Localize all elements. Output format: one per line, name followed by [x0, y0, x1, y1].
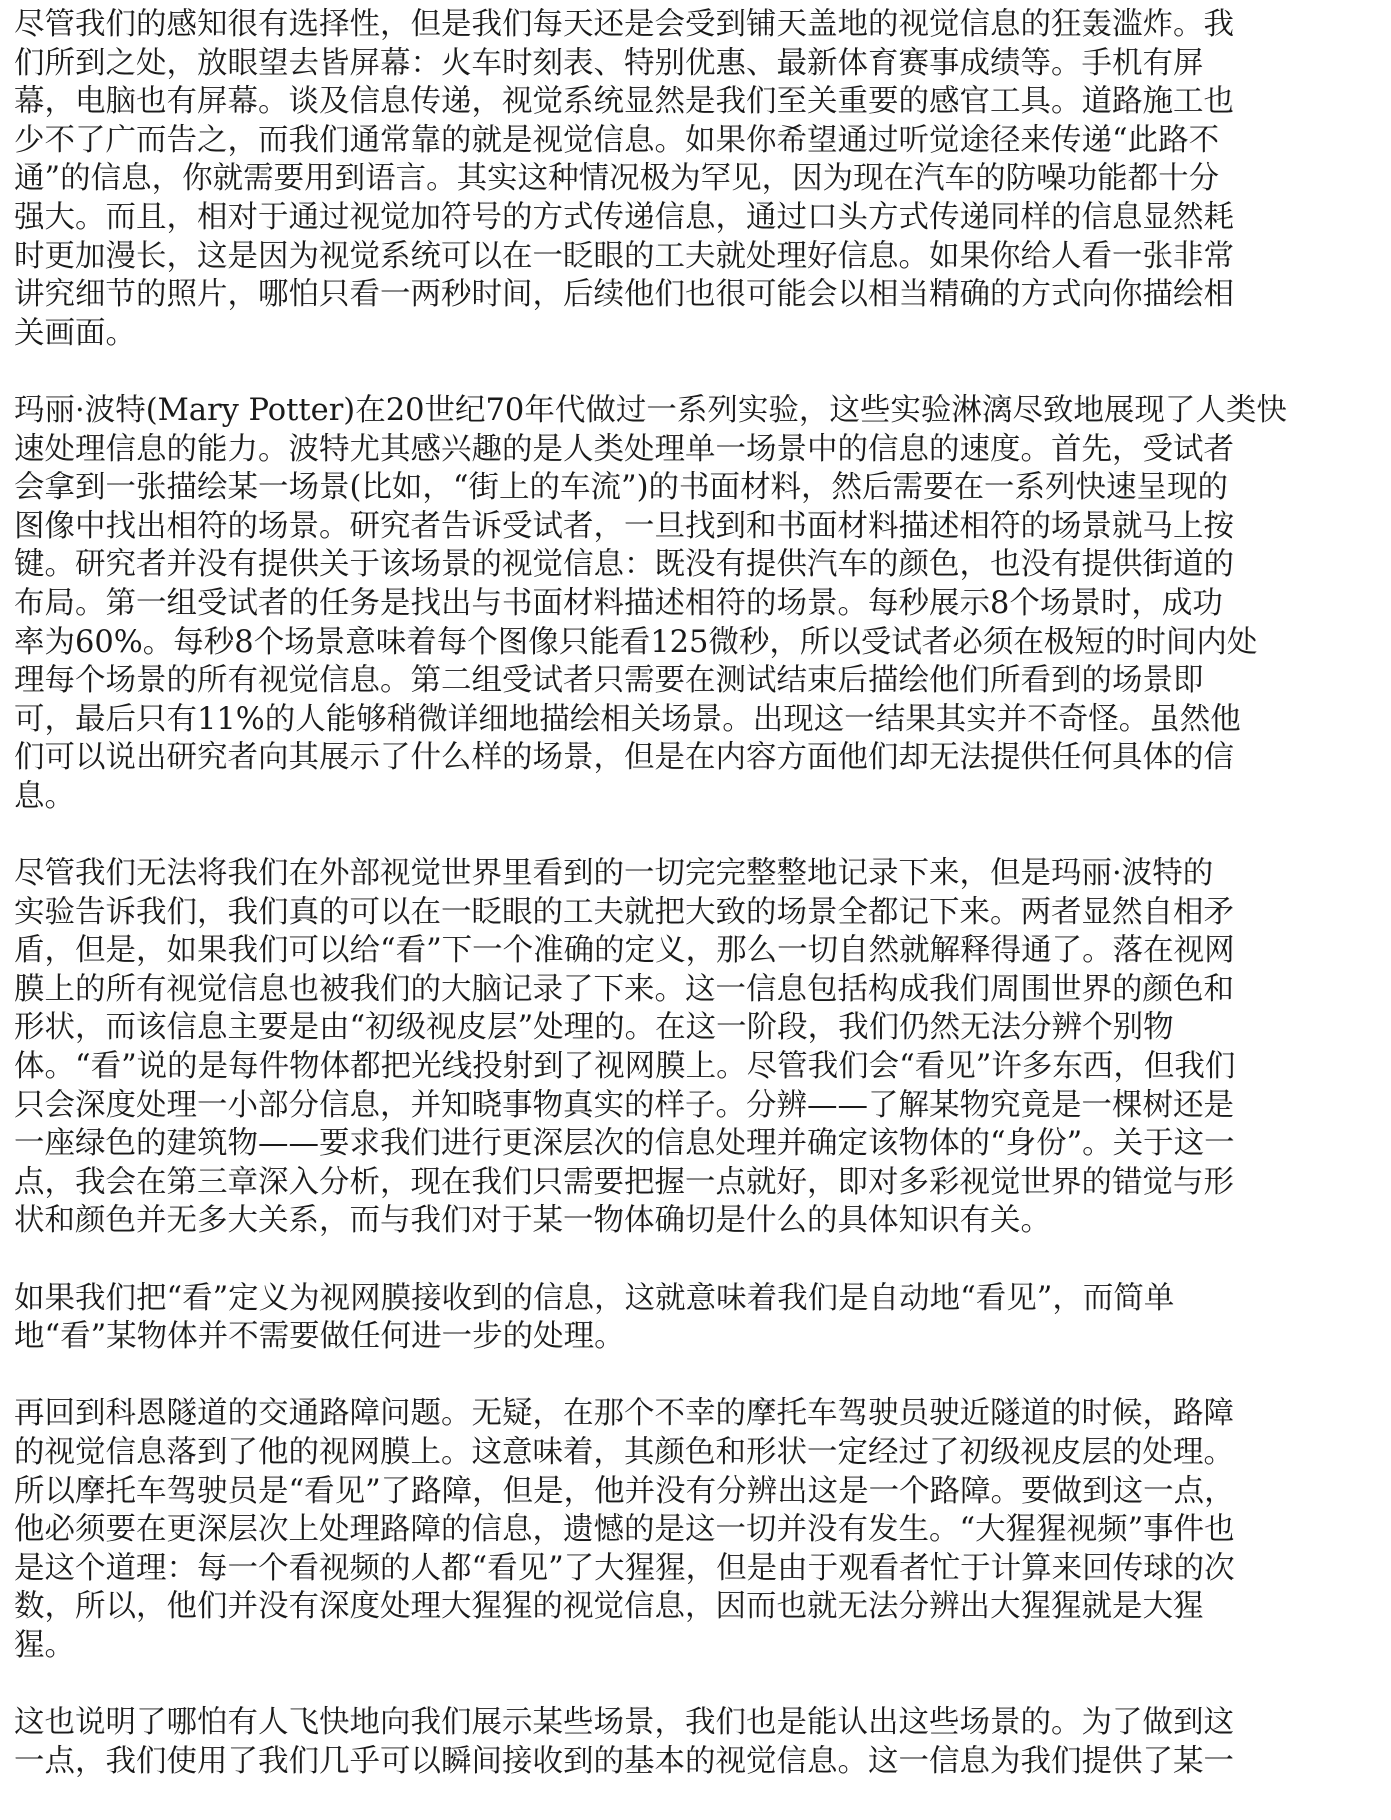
text-line: 猩。	[14, 1627, 75, 1663]
document-page	[14, 6, 1380, 1820]
text-line: 可，最后只有11%的人能够稍微详细地描绘相关场景。出现这一结果其实并不奇怪。虽然他	[14, 701, 1241, 737]
text-line: 实验告诉我们，我们真的可以在一眨眼的工夫就把大致的场景全都记下来。两者显然自相矛	[14, 894, 1234, 930]
paragraph-5	[14, 1395, 1380, 1665]
text-line: 一座绿色的建筑物——要求我们进行更深层次的信息处理并确定该物体的“身份”。关于这一	[14, 1126, 1235, 1162]
text-line: 的视觉信息落到了他的视网膜上。这意味着，其颜色和形状一定经过了初级视皮层的处理。	[14, 1434, 1234, 1470]
text-line: 点，我会在第三章深入分析，现在我们只需要把握一点就好，即对多彩视觉世界的错觉与形	[14, 1164, 1234, 1200]
text-line: 膜上的所有视觉信息也被我们的大脑记录了下来。这一信息包括构成我们周围世界的颜色和	[14, 971, 1234, 1007]
text-line: 这也说明了哪怕有人飞快地向我们展示某些场景，我们也是能认出这些场景的。为了做到这	[14, 1705, 1234, 1741]
paragraph-1	[14, 6, 1380, 353]
text-line: 地“看”某物体并不需要做任何进一步的处理。	[14, 1319, 625, 1355]
text-line: 一点，我们使用了我们几乎可以瞬间接收到的基本的视觉信息。这一信息为我们提供了某一	[14, 1743, 1234, 1779]
text-line: 如果我们把“看”定义为视网膜接收到的信息，这就意味着我们是自动地“看见”，而简单	[14, 1280, 1175, 1316]
text-line: 形状，而该信息主要是由“初级视皮层”处理的。在这一阶段，我们仍然无法分辨个别物	[14, 1010, 1174, 1046]
text-line: 关画面。	[14, 315, 136, 351]
text-line: 们所到之处，放眼望去皆屏幕：火车时刻表、特别优惠、最新体育赛事成绩等。手机有屏	[14, 45, 1204, 81]
text-line: 们可以说出研究者向其展示了什么样的场景，但是在内容方面他们却无法提供任何具体的信	[14, 740, 1234, 776]
text-line: 玛丽·波特(Mary Potter)在20世纪70年代做过一系列实验，这些实验淋漓尽致地展现了人类快	[14, 392, 1287, 428]
paragraph-2	[14, 392, 1380, 817]
paragraph-3	[14, 855, 1380, 1241]
text-line: 率为60%。每秒8个场景意味着每个图像只能看125微秒，所以受试者必须在极短的时间内处	[14, 624, 1258, 660]
text-line: 盾，但是，如果我们可以给“看”下一个准确的定义，那么一切自然就解释得通了。落在视网	[14, 933, 1235, 969]
text-line: 幕，电脑也有屏幕。谈及信息传递，视觉系统显然是我们至关重要的感官工具。道路施工也	[14, 84, 1234, 120]
text-line: 时更加漫长，这是因为视觉系统可以在一眨眼的工夫就处理好信息。如果你给人看一张非常	[14, 238, 1234, 274]
text-line: 讲究细节的照片，哪怕只看一两秒时间，后续他们也很可能会以相当精确的方式向你描绘相	[14, 277, 1234, 313]
text-line: 状和颜色并无多大关系，而与我们对于某一物体确切是什么的具体知识有关。	[14, 1203, 1051, 1239]
text-line: 是这个道理：每一个看视频的人都“看见”了大猩猩，但是由于观看者忙于计算来回传球的次	[14, 1550, 1235, 1586]
text-line: 布局。第一组受试者的任务是找出与书面材料描述相符的场景。每秒展示8个场景时，成功	[14, 585, 1223, 621]
text-line: 数，所以，他们并没有深度处理大猩猩的视觉信息，因而也就无法分辨出大猩猩就是大猩	[14, 1589, 1204, 1625]
text-line: 速处理信息的能力。波特尤其感兴趣的是人类处理单一场景中的信息的速度。首先，受试者	[14, 431, 1234, 467]
text-line: 少不了广而告之，而我们通常靠的就是视觉信息。如果你希望通过听觉途径来传递“此路不	[14, 122, 1220, 158]
text-line: 息。	[14, 778, 75, 814]
text-line: 体。“看”说的是每件物体都把光线投射到了视网膜上。尽管我们会“看见”许多东西，但我们	[14, 1049, 1236, 1085]
text-line: 图像中找出相符的场景。研究者告诉受试者，一旦找到和书面材料描述相符的场景就马上按	[14, 508, 1234, 544]
paragraph-4	[14, 1280, 1380, 1357]
text-line: 会拿到一张描绘某一场景(比如，“街上的车流”)的书面材料，然后需要在一系列快速呈现的	[14, 470, 1228, 506]
text-line: 尽管我们无法将我们在外部视觉世界里看到的一切完完整整地记录下来，但是玛丽·波特的	[14, 856, 1214, 892]
text-line: 再回到科恩隧道的交通路障问题。无疑，在那个不幸的摩托车驾驶员驶近隧道的时候，路障	[14, 1396, 1234, 1432]
text-line: 所以摩托车驾驶员是“看见”了路障，但是，他并没有分辨出这是一个路障。要做到这一点，	[14, 1473, 1235, 1509]
text-line: 只会深度处理一小部分信息，并知晓事物真实的样子。分辨——了解某物究竟是一棵树还是	[14, 1087, 1234, 1123]
text-line: 理每个场景的所有视觉信息。第二组受试者只需要在测试结束后描绘他们所看到的场景即	[14, 663, 1204, 699]
text-line: 强大。而且，相对于通过视觉加符号的方式传递信息，通过口头方式传递同样的信息显然耗	[14, 199, 1234, 235]
paragraph-6	[14, 1704, 1380, 1781]
text-line: 通”的信息，你就需要用到语言。其实这种情况极为罕见，因为现在汽车的防噪功能都十分	[14, 161, 1220, 197]
text-line: 尽管我们的感知很有选择性，但是我们每天还是会受到铺天盖地的视觉信息的狂轰滥炸。我	[14, 7, 1234, 42]
text-line: 键。研究者并没有提供关于该场景的视觉信息：既没有提供汽车的颜色，也没有提供街道的	[14, 547, 1234, 583]
text-line: 他必须要在更深层次上处理路障的信息，遗憾的是这一切并没有发生。“大猩猩视频”事件也	[14, 1512, 1235, 1548]
